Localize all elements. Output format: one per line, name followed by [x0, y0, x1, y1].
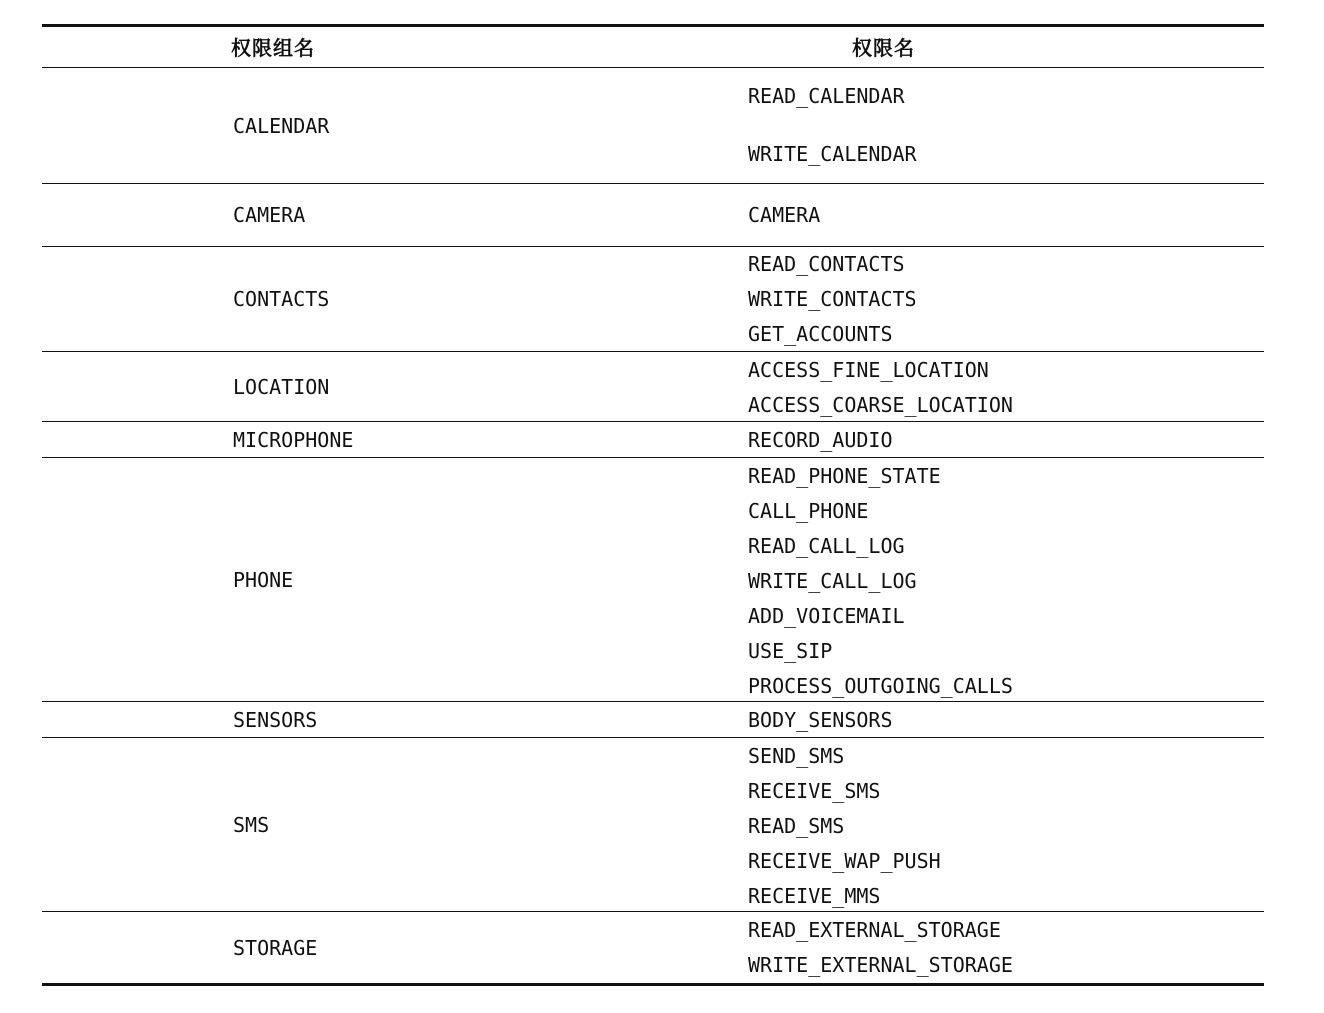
permission-cell: [748, 247, 1264, 346]
group-name-cell: CALENDAR: [233, 113, 330, 138]
table-row: [42, 352, 1264, 421]
header-group-name: 权限组名: [231, 36, 315, 60]
table-row: [42, 912, 1264, 983]
table-header: [42, 27, 1264, 67]
permission-name: CALL_PHONE: [748, 499, 869, 523]
permission-cell: [748, 422, 1264, 452]
group-name-cell: STORAGE: [233, 935, 318, 960]
permission-cell: [748, 912, 1264, 977]
permission-name: SEND_SMS: [748, 744, 845, 768]
permission-name: GET_ACCOUNTS: [748, 322, 893, 346]
group-name-cell: PHONE: [233, 567, 294, 592]
permission-cell: [748, 352, 1264, 417]
group-name-cell: CONTACTS: [233, 287, 330, 311]
permission-name: READ_CALL_LOG: [748, 534, 905, 558]
group-name-cell: SMS: [233, 812, 270, 837]
group-name-cell: MICROPHONE: [233, 427, 354, 452]
permission-cell: [748, 458, 1264, 698]
permission-cell: [748, 738, 1264, 908]
table-row: [42, 458, 1264, 701]
permission-name: READ_CALENDAR: [748, 84, 905, 108]
permission-name: RECEIVE_MMS: [748, 884, 881, 908]
permission-cell: [748, 184, 1264, 227]
permission-name: RECEIVE_WAP_PUSH: [748, 849, 941, 873]
permission-name: RECORD_AUDIO: [748, 428, 893, 452]
permission-name: WRITE_CALL_LOG: [748, 569, 917, 593]
group-name-cell: CAMERA: [233, 203, 306, 227]
permission-name: USE_SIP: [748, 639, 833, 663]
permission-name: PROCESS_OUTGOING_CALLS: [748, 674, 1013, 698]
permission-cell: [748, 68, 1264, 166]
permission-name: ADD_VOICEMAIL: [748, 604, 905, 628]
permissions-table: [42, 24, 1264, 986]
table-row: [42, 247, 1264, 351]
permission-name: WRITE_EXTERNAL_STORAGE: [748, 953, 1013, 977]
permission-name: RECEIVE_SMS: [748, 779, 881, 803]
permission-name: READ_CONTACTS: [748, 252, 905, 276]
permission-name: ACCESS_FINE_LOCATION: [748, 358, 989, 382]
header-permission-name: 权限名: [852, 36, 915, 60]
permission-cell: [748, 702, 1264, 732]
group-name-cell: LOCATION: [233, 374, 330, 399]
permission-name: READ_EXTERNAL_STORAGE: [748, 918, 1001, 942]
permission-name: WRITE_CONTACTS: [748, 287, 917, 311]
permission-name: WRITE_CALENDAR: [748, 142, 917, 166]
table-row: [42, 422, 1264, 457]
permission-name: BODY_SENSORS: [748, 708, 893, 732]
group-name-cell: SENSORS: [233, 707, 318, 732]
permission-name: READ_PHONE_STATE: [748, 464, 941, 488]
permission-name: READ_SMS: [748, 814, 845, 838]
table-row: [42, 184, 1264, 246]
bottom-rule: [42, 983, 1264, 986]
table-row: [42, 68, 1264, 183]
table-row: [42, 738, 1264, 911]
permission-name: CAMERA: [748, 203, 821, 227]
table-row: [42, 702, 1264, 737]
permission-name: ACCESS_COARSE_LOCATION: [748, 393, 1013, 417]
